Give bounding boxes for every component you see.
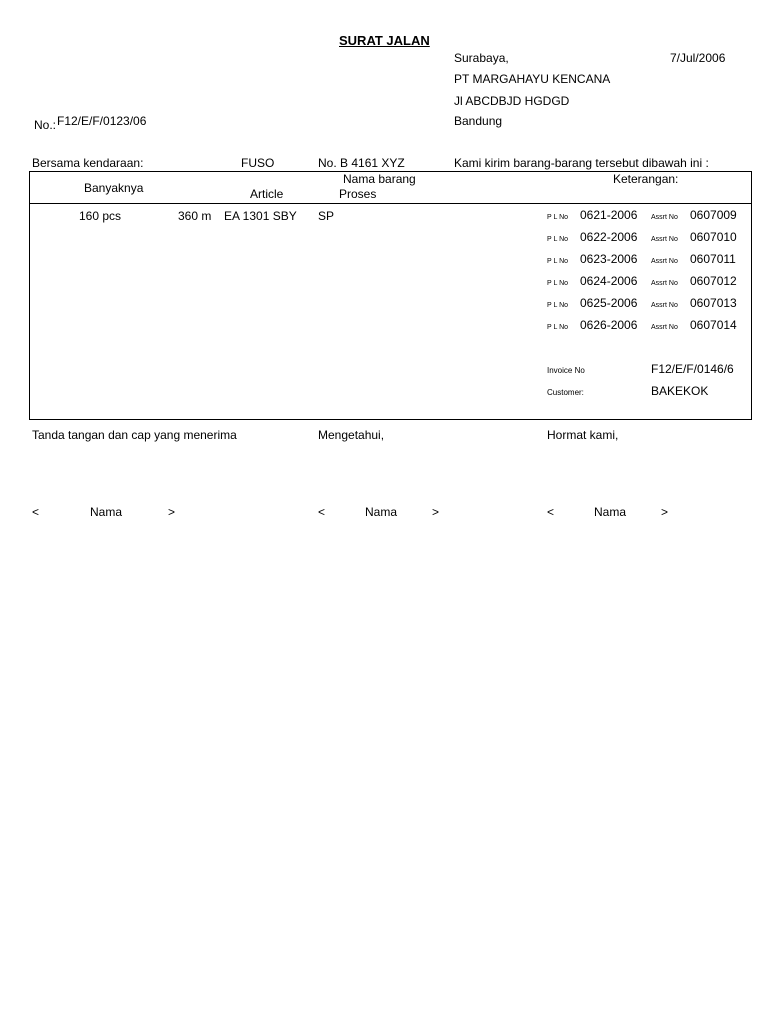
- pl-number: 0624-2006: [580, 274, 638, 288]
- header-quantity: Banyaknya: [84, 181, 144, 195]
- shipment-note: Kami kirim barang-barang tersebut dibawah ini :: [454, 156, 709, 170]
- pl-label: P L No: [547, 302, 569, 309]
- assrt-number: 0607012: [690, 274, 737, 288]
- name-close-bracket: >: [432, 505, 440, 519]
- item-process: SP: [318, 209, 335, 223]
- assrt-number: 0607014: [690, 318, 737, 332]
- name-placeholder: Nama: [594, 505, 627, 519]
- recipient-company: PT MARGAHAYU KENCANA: [454, 72, 611, 86]
- pl-label: P L No: [547, 280, 569, 287]
- invoice-label: Invoice No: [547, 366, 585, 375]
- item-quantity: 160 pcs: [79, 209, 122, 223]
- header-article: Article: [250, 187, 284, 201]
- receiver-signature-label: Tanda tangan dan cap yang menerima: [32, 428, 237, 442]
- assrt-label: Assrt No: [651, 302, 678, 309]
- header-item-name: Nama barang: [343, 172, 416, 186]
- pl-number: 0626-2006: [580, 318, 638, 332]
- name-open-bracket: <: [32, 505, 40, 519]
- acknowledged-signature-label: Mengetahui,: [318, 428, 385, 442]
- name-open-bracket: <: [318, 505, 326, 519]
- assrt-number: 0607009: [690, 208, 737, 222]
- vehicle-type: FUSO: [241, 156, 275, 170]
- document-title: SURAT JALAN: [339, 33, 430, 48]
- name-close-bracket: >: [168, 505, 176, 519]
- pl-number: 0625-2006: [580, 296, 638, 310]
- customer-name: BAKEKOK: [651, 384, 709, 398]
- pl-number: 0621-2006: [580, 208, 638, 222]
- item-length: 360 m: [178, 209, 212, 223]
- header-process: Proses: [339, 187, 377, 201]
- assrt-number: 0607010: [690, 230, 737, 244]
- items-table: [29, 171, 752, 420]
- assrt-number: 0607011: [690, 252, 736, 266]
- assrt-label: Assrt No: [651, 236, 678, 243]
- doc-no: F12/E/F/0123/06: [57, 114, 147, 128]
- name-close-bracket: >: [661, 505, 669, 519]
- item-article: EA 1301 SBY: [224, 209, 297, 223]
- regards-signature-label: Hormat kami,: [547, 428, 619, 442]
- assrt-label: Assrt No: [651, 258, 678, 265]
- assrt-number: 0607013: [690, 296, 737, 310]
- pl-label: P L No: [547, 214, 569, 221]
- pl-number: 0623-2006: [580, 252, 638, 266]
- assrt-label: Assrt No: [651, 214, 678, 221]
- recipient-city: Bandung: [454, 114, 503, 128]
- invoice-number: F12/E/F/0146/6: [651, 362, 734, 376]
- vehicle-plate: No. B 4161 XYZ: [318, 156, 405, 170]
- name-open-bracket: <: [547, 505, 555, 519]
- header-city: Surabaya,: [454, 51, 509, 65]
- pl-label: P L No: [547, 258, 569, 265]
- vehicle-label: Bersama kendaraan:: [32, 156, 144, 170]
- pl-label: P L No: [547, 236, 569, 243]
- customer-label: Customer:: [547, 388, 584, 397]
- doc-no-label: No.:: [34, 118, 57, 132]
- table-header-divider: [29, 203, 752, 204]
- assrt-label: Assrt No: [651, 280, 678, 287]
- assrt-label: Assrt No: [651, 324, 678, 331]
- name-placeholder: Nama: [365, 505, 398, 519]
- recipient-address: Jl ABCDBJD HGDGD: [454, 94, 570, 108]
- pl-label: P L No: [547, 324, 569, 331]
- header-remarks: Keterangan:: [613, 172, 679, 186]
- pl-number: 0622-2006: [580, 230, 638, 244]
- name-placeholder: Nama: [90, 505, 123, 519]
- header-date: 7/Jul/2006: [670, 51, 726, 65]
